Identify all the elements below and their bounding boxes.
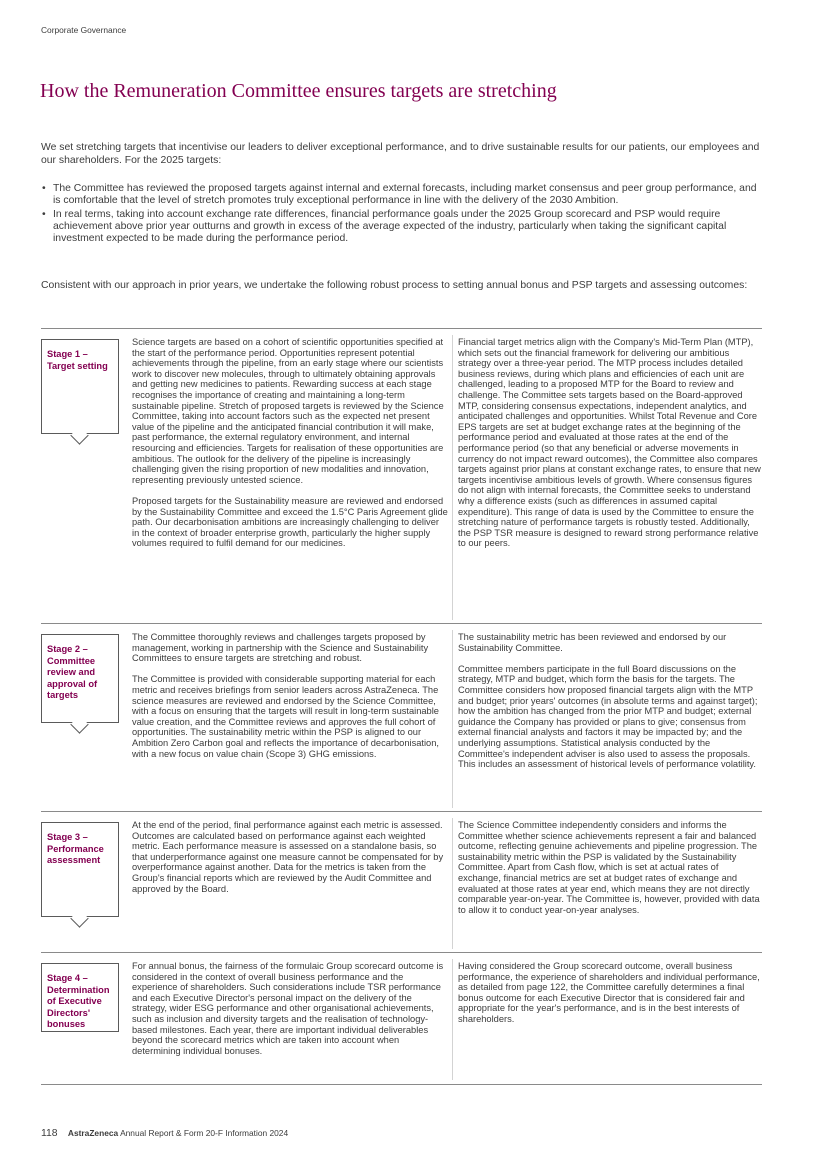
stage-paragraph: Proposed targets for the Sustainability measure are reviewed and endorsed by the Sustainability Committee and exceed the 1.5°C Paris Agreement glide path. Our decarbonisation ambitions are increasingly challenging to deliver in the context of broader enterprise growth, particularly the higher supply volumes required to fulfil demand for our medicines. [132,495,448,549]
stage-paragraph: For annual bonus, the fairness of the formulaic Group scorecard outcome is considered in the context of overall business performance and the experience of shareholders. Such considerations include TSR performance and each Executive Director's personal impact on the delivery of the strategy, wider ESG performance and other organisational achievements, such as inclusion and diversity targets and the realisation of technology-based milestones. Each year, there are important individual deliverables beyond the scorecard metrics which are taken into account when determining individual bonuses. [132,961,444,1056]
stage-label-box [41,339,119,434]
stage-paragraph: Having considered the Group scorecard outcome, overall business performance, the experience of shareholders and individual performance, as detailed from page 122, the Committee carefully determines a final bonus outcome for each Executive Director that is considered fair and appropriate for the year's performance, and is in the best interests of shareholders. [458,961,760,1024]
section-label: Corporate Governance [41,25,127,35]
stage-right-column [458,337,762,549]
callout-pointer [70,909,88,927]
stage-row-1 [41,328,762,624]
page-number: 118 [41,1128,58,1139]
stage-paragraph: The sustainability metric has been reviewed and endorsed by our Sustainability Committee. [458,632,727,653]
stage-row-2 [41,623,762,812]
stage-label: Stage 3 – Performance assessment [47,832,104,866]
column-divider [452,818,453,949]
stage-row-4 [41,952,762,1085]
column-divider [452,630,453,808]
stage-label: Stage 4 – Determination of Executive Directors' bonuses [47,973,110,1030]
callout-pointer [70,715,88,733]
stage-label: Stage 2 – Committee review and approval of targets [47,644,98,701]
stage-label-box [41,963,119,1032]
report-title: Annual Report & Form 20-F Information 2024 [120,1128,289,1138]
stage-label-box [41,634,119,723]
stage-paragraph: Science targets are based on a cohort of scientific opportunities specified at the start of the performance period. Opportunities represent potential achievements through the pipeline, from an early stage where our scientists work to discover new molecules, through to ultimately obtaining approvals and getting new medicines to patients. Rewarding success at each stage recognises the importance of creating and maintaining a long-term sustainable pipeline. Stretch of proposed targets is reviewed by the Science Committee, taking into account factors such as the expected net present value of the pipeline and the anticipated financial contribution it will make, past performance, the external regulatory environment, and internal resourcing and efficiencies. Targets for realisation of these opportunities are ambitious. The outlook for the delivery of the pipeline is increasingly challenging given the rising proportion of new modalities and innovation, representing previously untested science. [132,337,444,485]
stage-label-box [41,822,119,917]
stage-left-column [132,337,448,549]
column-divider [452,335,453,620]
stage-paragraph: Financial target metrics align with the Company's Mid-Term Plan (MTP), which sets out the financial framework for delivering our ambitious strategy over a three-year period. The MTP process includes detailed business reviews, during which plans and efficiencies of each unit are challenged, leading to a proposed MTP for the Board to review and challenge. The Committee sets targets based on the Board-approved MTP, considering consensus expectations, independent analytics, and anticipated challenges and opportunities. Whilst Total Revenue and Core EPS targets are set at budget exchange rates at the beginning of the performance period and evaluated at those rates at the end of the performance period (so that any beneficial or adverse movements in currency do not impact reward outcomes), the Committee also compares targets against prior plans at constant exchange rates, to ensure that new targets incentivise ambitious levels of growth. Where consensus figures do not align with internal forecasts, the Committee seeks to understand why a difference exists (such as differences in assumed capital expenditure). This range of data is used by the Committee to ensure the stretching nature of performance targets is robustly tested. Additionally, the PSP TSR measure is designed to reward strong performance relative to our peers. [458,337,761,549]
stage-row-3 [41,811,762,953]
stage-label: Stage 1 – Target setting [47,349,108,371]
stage-paragraph: The Committee is provided with considerable supporting material for each metric and receives briefings from senior leaders across AstraZeneca. The science measures are reviewed and endorsed by the Science Committee, with a focus on ensuring that the targets will result in long-term sustainable value creation, and the Committee reviews and approves the full cohort of opportunities. The sustainability metric within the PSP is aligned to our Ambition Zero Carbon goal and reflects the importance of decarbonisation, with a new focus on value chain (Scope 3) GHG emissions. [132,674,439,759]
stage-right-column [458,961,762,1025]
stage-paragraph: At the end of the period, final performance against each metric is assessed. Outcomes are calculated based on performance against each weighted metric. Each performance measure is assessed on a standalone basis, so that underperformance against one measure cannot be compensated for by overperformance against another. Data for the metrics is taken from the Group's financial reports which are reviewed by the Audit Committee and approved by the Board. [132,820,444,894]
column-divider [452,959,453,1080]
stage-left-column [132,820,448,894]
outro-paragraph: Consistent with our approach in prior years, we undertake the following robust process to setting annual bonus and PSP targets and assessing outcomes: [41,280,748,291]
bullet-item: • The Committee has reviewed the proposed targets against internal and external forecasts, including market consensus and peer group performance, and is comfortable that the level of stretch promotes truly exceptional performance in line with the delivery of the 2030 Ambition. [41,183,766,207]
stage-right-column [458,632,762,770]
callout-pointer [70,426,88,444]
stage-right-column [458,820,762,915]
bullet-item: • In real terms, taking into account exchange rate differences, financial performance goals under the 2025 Group scorecard and PSP would require achievement above prior year outturns and growth in excess of the average expected of the industry, particularly when taking the significant capital investment expected to be made during the performance period. [41,209,766,245]
stage-left-column [132,632,448,759]
bullet-list [41,183,766,247]
page-title: How the Remuneration Committee ensures targets are stretching [40,80,557,102]
company-name: AstraZeneca [67,1128,119,1138]
stage-paragraph: The Science Committee independently considers and informs the Committee whether science achievements represent a fair and balanced outcome, reflecting genuine achievements and pipeline progression. The sustainability metric within the PSP is validated by the Sustainability Committee. Apart from Cash flow, which is set at actual rates of exchange, financial metrics are set at budget rates of exchange and evaluated at those rates at year end, which means they are not directly comparable year-on-year. The Committee is, however, provided with data to allow it to conduct year-on-year analyses. [458,820,760,915]
page-footer [41,1128,288,1139]
stage-left-column [132,961,448,1056]
intro-paragraph: We set stretching targets that incentivise our leaders to deliver exceptional performance, and to drive sustainable results for our patients, our employees and our shareholders. For the 2025 targets: [41,142,760,166]
stage-paragraph: Committee members participate in the full Board discussions on the strategy, MTP and budget, which form the basis for the targets. The Committee considers how proposed financial targets align with the MTP and budget; prior years' outcomes (in absolute terms and against target); how the ambition has changed from the prior MTP and budget; external guidance the Company has provided or plans to give; consensus from external financial analysts and factors it may be impacted by; and the underlying assumptions. Statistical analysis conducted by the Committee's independent adviser is also used to assess the proposals. This includes an assessment of historical levels of performance volatility. [458,663,758,770]
stage-paragraph: The Committee thoroughly reviews and challenges targets proposed by management, working in partnership with the Science and Sustainability Committees to ensure targets are stretching and robust. [132,632,429,664]
